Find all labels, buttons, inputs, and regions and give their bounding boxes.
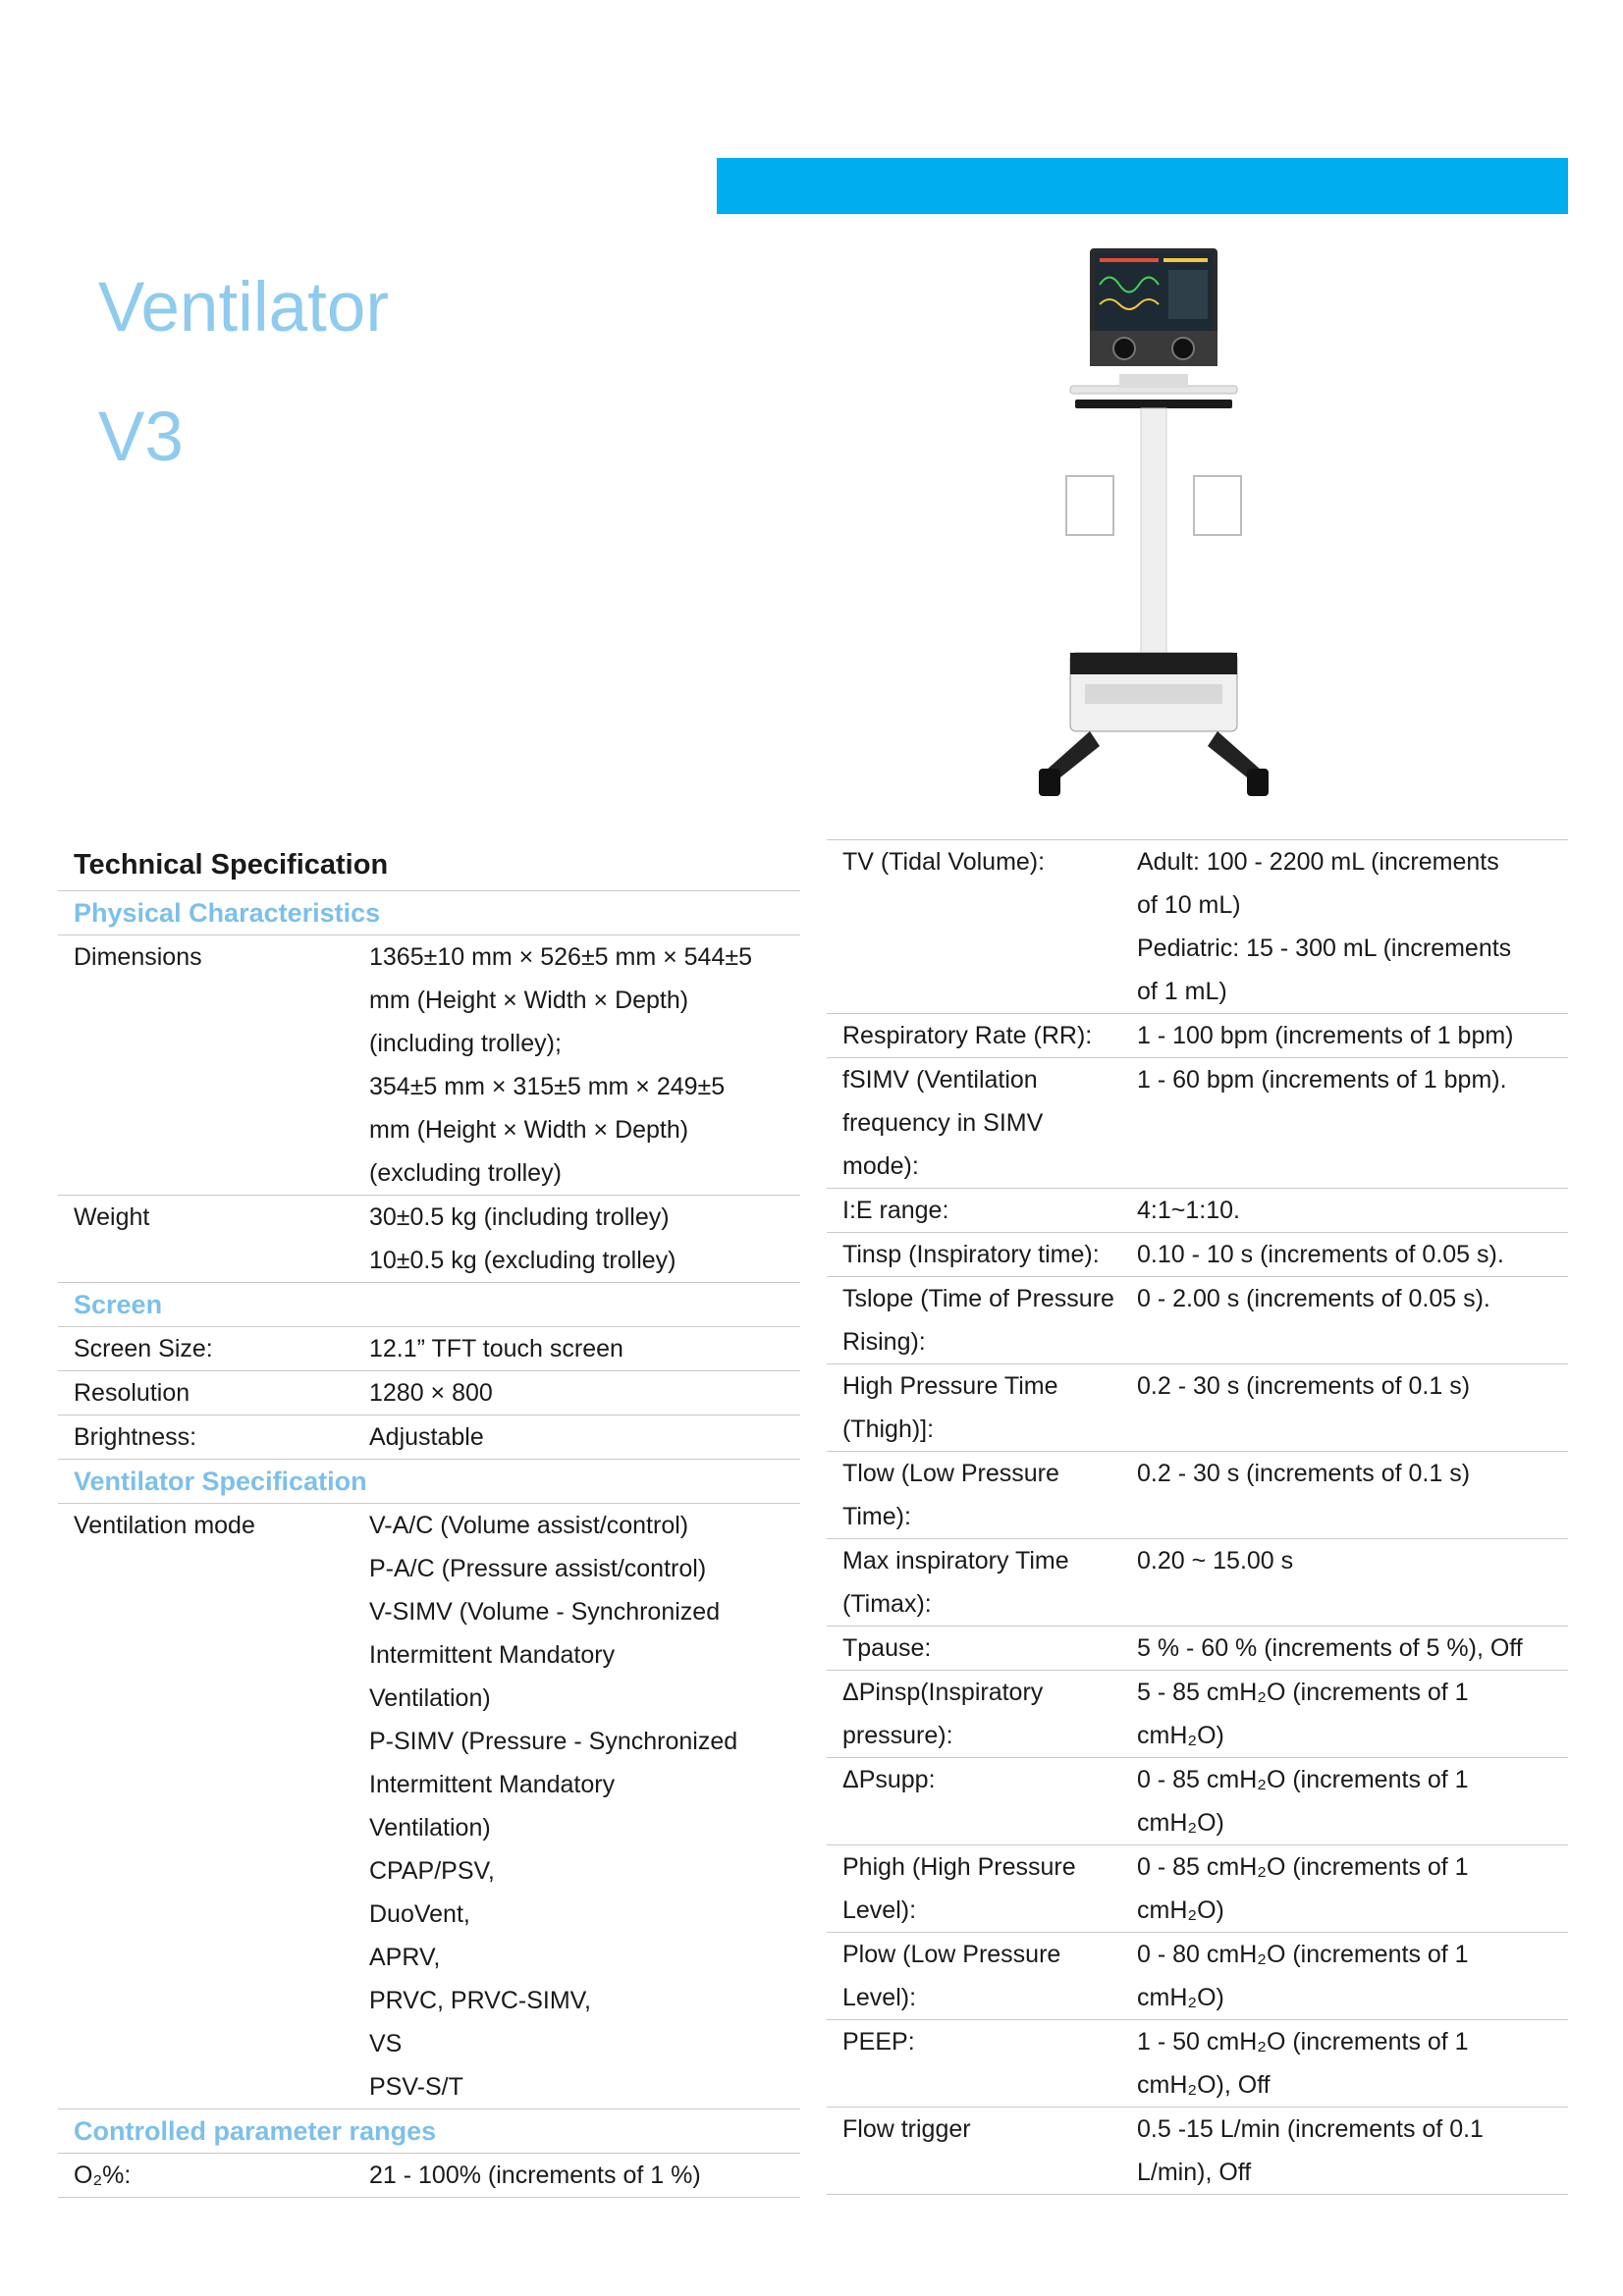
spec-value-line: 1280 × 800 (369, 1379, 493, 1407)
spec-label-line: fSIMV (Ventilation (842, 1066, 1038, 1094)
spec-label (827, 1671, 1137, 1757)
product-title: Ventilator (98, 269, 390, 347)
spec-value-line: 0 - 2.00 s (increments of 0.05 s). (1137, 1285, 1490, 1312)
spec-row (827, 2020, 1568, 2108)
spec-value-line: 5 % - 60 % (increments of 5 %), Off (1137, 1634, 1523, 1662)
spec-value-line: APRV, (369, 1944, 441, 1971)
spec-label (827, 1452, 1137, 1538)
spec-value-line: mm (Height × Width × Depth) (369, 987, 689, 1014)
spec-value-line: 10±0.5 kg (excluding trolley) (369, 1247, 676, 1274)
spec-row (827, 1277, 1568, 1364)
spec-label (827, 2108, 1137, 2194)
spec-value-line: 21 - 100% (increments of 1 %) (369, 2162, 701, 2189)
section-heading-physical-characteristics: Physical Characteristics (58, 891, 800, 935)
spec-value-line: (including trolley); (369, 1030, 562, 1057)
spec-value-line: 1365±10 mm × 526±5 mm × 544±5 (369, 943, 752, 971)
spec-row (827, 1627, 1568, 1671)
spec-label-line: (Timax): (842, 1590, 932, 1618)
spec-label-line: frequency in SIMV (842, 1109, 1044, 1137)
spec-label-line: TV (Tidal Volume): (842, 848, 1046, 876)
spec-value-line: 0 - 85 cmH₂O (increments of 1 (1137, 1766, 1469, 1793)
spec-label-line: Level): (842, 1896, 917, 1924)
spec-label-line: mode): (842, 1152, 919, 1180)
spec-right-column (827, 839, 1568, 2195)
spec-label (827, 1277, 1137, 1363)
spec-value-line: VS (369, 2030, 403, 2057)
spec-row (58, 935, 800, 1196)
spec-label-line: Tinsp (Inspiratory time): (842, 1241, 1100, 1268)
spec-label-line: Tpause: (842, 1634, 932, 1662)
spec-label: Dimensions (74, 943, 202, 971)
spec-value (1137, 1014, 1568, 1057)
spec-row (827, 1233, 1568, 1277)
spec-row (58, 1327, 800, 1371)
spec-value-line: 30±0.5 kg (including trolley) (369, 1203, 670, 1231)
spec-label (827, 1933, 1137, 2019)
spec-value-line: L/min), Off (1137, 2159, 1252, 2186)
spec-row (827, 1189, 1568, 1233)
spec-label-line: Plow (Low Pressure (842, 1941, 1061, 1968)
spec-value-line: (excluding trolley) (369, 1159, 562, 1187)
spec-value-line: DuoVent, (369, 1900, 470, 1928)
spec-label-line: Time): (842, 1503, 911, 1530)
spec-value-line: 0.2 - 30 s (increments of 0.1 s) (1137, 1372, 1471, 1400)
spec-value-line: 0 - 80 cmH₂O (increments of 1 (1137, 1941, 1469, 1968)
section-heading-screen: Screen (58, 1283, 800, 1327)
spec-label: Resolution (74, 1379, 190, 1407)
spec-value-line: P-SIMV (Pressure - Synchronized (369, 1728, 738, 1755)
spec-row (827, 1845, 1568, 1933)
spec-label-line: PEEP: (842, 2028, 915, 2056)
spec-value-line: mm (Height × Width × Depth) (369, 1116, 689, 1144)
spec-value (369, 1327, 800, 1370)
accent-bar (717, 158, 1568, 214)
spec-row (58, 1196, 800, 1283)
spec-label-line: Rising): (842, 1328, 926, 1356)
spec-row (827, 1014, 1568, 1058)
spec-value (1137, 1671, 1568, 1757)
spec-row (58, 2154, 800, 2198)
spec-value (369, 2154, 800, 2197)
spec-value-line: Intermittent Mandatory (369, 1641, 616, 1669)
spec-value (1137, 1933, 1568, 2019)
spec-label (827, 2020, 1137, 2107)
spec-value-line: Ventilation) (369, 1814, 491, 1842)
spec-label-line: Tlow (Low Pressure (842, 1460, 1059, 1487)
spec-value (1137, 1539, 1568, 1626)
spec-value (1137, 1758, 1568, 1844)
spec-row (58, 1415, 800, 1460)
spec-label: Weight (74, 1203, 150, 1231)
spec-label (827, 1233, 1137, 1276)
spec-value-line: 1 - 100 bpm (increments of 1 bpm) (1137, 1022, 1514, 1049)
spec-label: Brightness: (74, 1423, 197, 1451)
spec-label-line: ΔPinsp(Inspiratory (842, 1679, 1044, 1706)
spec-label (827, 1058, 1137, 1188)
spec-label: Ventilation mode (74, 1512, 255, 1539)
spec-row (58, 1371, 800, 1415)
spec-value (1137, 1233, 1568, 1276)
spec-value-line: of 10 mL) (1137, 891, 1241, 919)
spec-value (1137, 1058, 1568, 1188)
spec-value-line: 0.10 - 10 s (increments of 0.05 s). (1137, 1241, 1504, 1268)
spec-label-line: Phigh (High Pressure (842, 1853, 1076, 1881)
spec-label: O₂%: (74, 2162, 132, 2189)
spec-label (827, 1014, 1137, 1057)
spec-label-line: I:E range: (842, 1197, 949, 1224)
spec-value (369, 1371, 800, 1415)
spec-value-line: PRVC, PRVC-SIMV, (369, 1987, 592, 2014)
spec-value (1137, 1277, 1568, 1363)
spec-value-line: CPAP/PSV, (369, 1857, 495, 1885)
spec-value-line: of 1 mL) (1137, 978, 1227, 1005)
section-heading-controlled-parameter-ranges: Controlled parameter ranges (58, 2109, 800, 2154)
spec-value (1137, 1452, 1568, 1538)
spec-value-line: 12.1” TFT touch screen (369, 1335, 623, 1362)
spec-label (827, 1364, 1137, 1451)
spec-value (369, 1196, 800, 1282)
spec-label-line: Max inspiratory Time (842, 1547, 1069, 1575)
spec-label-line: High Pressure Time (842, 1372, 1058, 1400)
spec-label (827, 1539, 1137, 1626)
spec-value-line: V-SIMV (Volume - Synchronized (369, 1598, 721, 1626)
spec-value-line: Adjustable (369, 1423, 484, 1451)
spec-value-line: 0.20 ~ 15.00 s (1137, 1547, 1294, 1575)
spec-value-line: 0.5 -15 L/min (increments of 0.1 (1137, 2115, 1484, 2143)
spec-row (827, 1671, 1568, 1758)
product-model: V3 (98, 399, 184, 476)
spec-value-line: Adult: 100 - 2200 mL (increments (1137, 848, 1499, 876)
spec-label: Screen Size: (74, 1335, 213, 1362)
spec-value-line: cmH₂O), Off (1137, 2071, 1271, 2099)
spec-value-line: 0 - 85 cmH₂O (increments of 1 (1137, 1853, 1469, 1881)
spec-value-line: Intermittent Mandatory (369, 1771, 616, 1798)
spec-value (1137, 1364, 1568, 1451)
spec-value (369, 1415, 800, 1459)
spec-row (827, 1452, 1568, 1539)
spec-value-line: P-A/C (Pressure assist/control) (369, 1555, 707, 1582)
spec-label-line: Tslope (Time of Pressure (842, 1285, 1114, 1312)
spec-value-line: 0.2 - 30 s (increments of 0.1 s) (1137, 1460, 1471, 1487)
spec-value (369, 935, 800, 1195)
spec-value-line: 354±5 mm × 315±5 mm × 249±5 (369, 1073, 726, 1100)
spec-value-line: Ventilation) (369, 1684, 491, 1712)
spec-label (827, 1845, 1137, 1932)
spec-label (827, 1758, 1137, 1844)
spec-value-line: 1 - 50 cmH₂O (increments of 1 (1137, 2028, 1469, 2056)
spec-value-line: cmH₂O) (1137, 1722, 1224, 1749)
spec-row (827, 1933, 1568, 2020)
spec-value (1137, 1627, 1568, 1670)
spec-label (827, 840, 1137, 1013)
section-heading-ventilator-specification: Ventilator Specification (58, 1460, 800, 1504)
spec-value-line: 4:1~1:10. (1137, 1197, 1240, 1224)
spec-label (827, 1627, 1137, 1670)
spec-value-line: 5 - 85 cmH₂O (increments of 1 (1137, 1679, 1469, 1706)
spec-row (827, 2108, 1568, 2195)
spec-row (827, 840, 1568, 1014)
spec-value-line: V-A/C (Volume assist/control) (369, 1512, 689, 1539)
spec-value (1137, 1845, 1568, 1932)
spec-value (1137, 840, 1568, 1013)
spec-label (827, 1189, 1137, 1232)
spec-label-line: ΔPsupp: (842, 1766, 936, 1793)
spec-label-line: Level): (842, 1984, 917, 2011)
spec-value (369, 1504, 800, 2109)
spec-label-line: Flow trigger (842, 2115, 971, 2143)
spec-value-line: cmH₂O) (1137, 1896, 1224, 1924)
spec-value-line: Pediatric: 15 - 300 mL (increments (1137, 934, 1512, 962)
spec-value-line: PSV-S/T (369, 2073, 463, 2101)
spec-row (827, 1364, 1568, 1452)
spec-row (58, 1504, 800, 2109)
spec-label-line: (Thigh)]: (842, 1415, 935, 1443)
spec-left-column (58, 839, 800, 2198)
ventilator-image (1031, 240, 1276, 800)
spec-value-line: cmH₂O) (1137, 1984, 1224, 2011)
spec-value (1137, 2020, 1568, 2107)
spec-label-line: pressure): (842, 1722, 953, 1749)
spec-value-line: 1 - 60 bpm (increments of 1 bpm). (1137, 1066, 1507, 1094)
spec-value (1137, 1189, 1568, 1232)
spec-value-line: cmH₂O) (1137, 1809, 1224, 1837)
spec-row (827, 1058, 1568, 1189)
spec-label-line: Respiratory Rate (RR): (842, 1022, 1093, 1049)
spec-value (1137, 2108, 1568, 2194)
spec-row (827, 1758, 1568, 1845)
technical-specification-heading: Technical Specification (58, 839, 800, 891)
spec-row (827, 1539, 1568, 1627)
